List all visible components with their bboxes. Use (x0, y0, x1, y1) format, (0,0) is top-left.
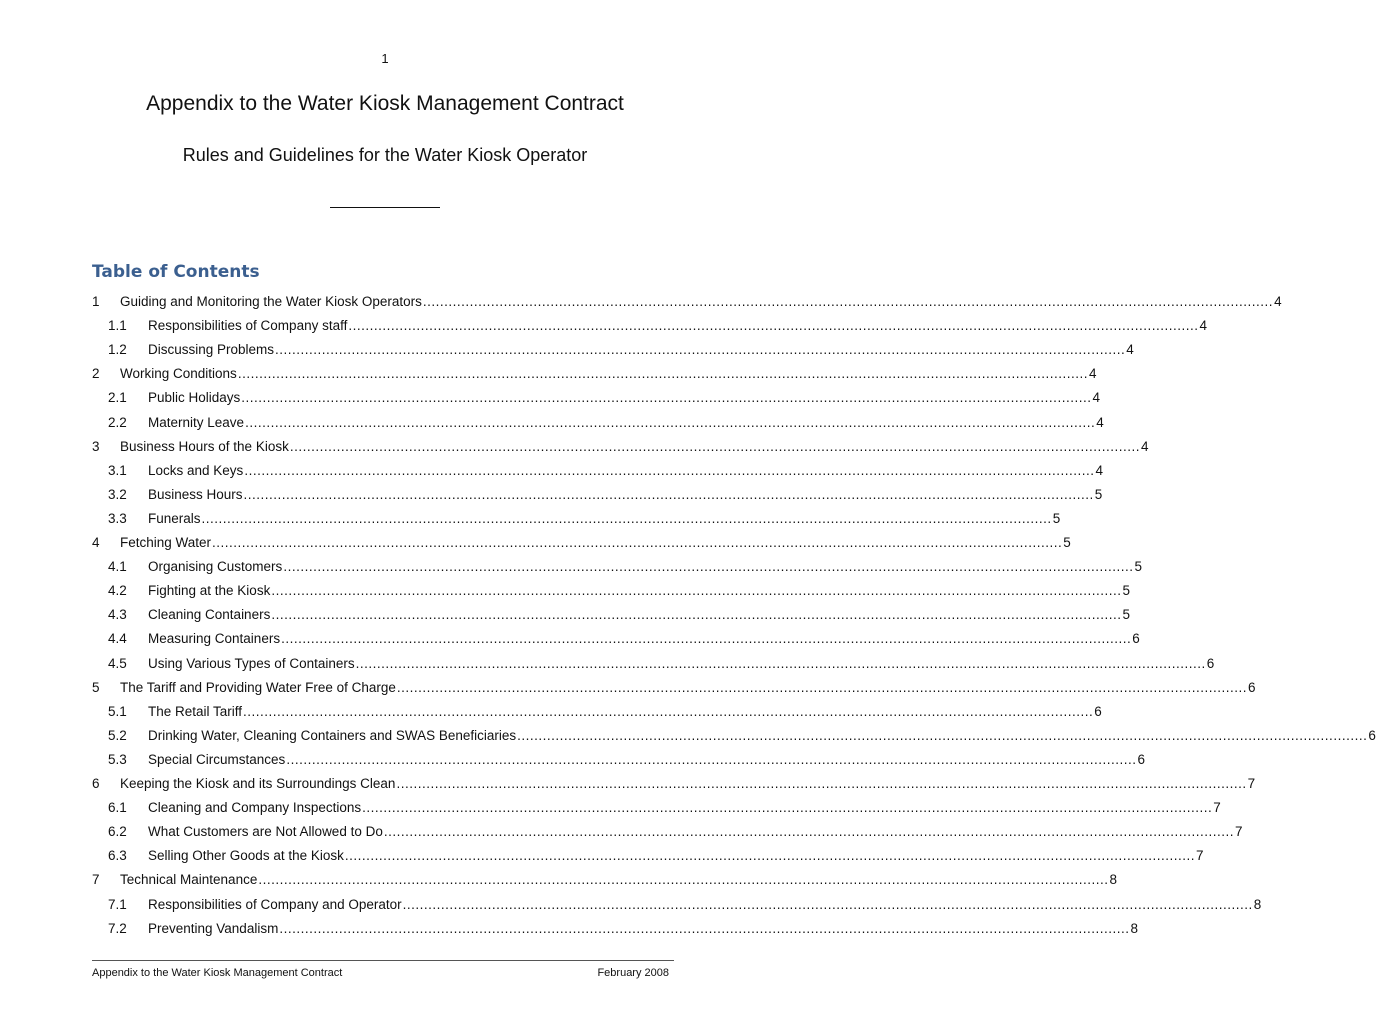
toc-entry-number: 6.1 (108, 800, 127, 816)
toc-entry-page: 8 (1253, 896, 1262, 912)
document-title: Appendix to the Water Kiosk Management Contract (146, 92, 624, 115)
page-number: 1 (381, 51, 389, 66)
toc-entry-title: Locks and Keys (148, 462, 244, 478)
toc-entry-title: Funerals (148, 510, 201, 526)
toc-entry-number: 5.3 (108, 751, 127, 767)
toc-dot-leader: ........................................................................................................................................................................................................ (271, 607, 1122, 623)
toc-entry[interactable] (108, 700, 1102, 724)
toc-entry[interactable] (108, 579, 1130, 603)
toc-dot-leader: ........................................................................................................................................................................................................ (281, 631, 1132, 647)
toc-dot-leader: ........................................................................................................................................................................................................ (237, 366, 1088, 382)
toc-entry-page: 6 (1368, 727, 1376, 743)
toc-dot-leader: ........................................................................................................................................................................................................ (383, 824, 1235, 840)
toc-entry-number: 3.3 (108, 510, 127, 526)
toc-entry[interactable] (108, 555, 1142, 579)
toc-dot-leader: ........................................................................................................................................................................................................ (396, 679, 1248, 695)
toc-dot-leader: ........................................................................................................................................................................................................ (517, 727, 1368, 743)
toc-entry-title: Technical Maintenance (120, 872, 258, 888)
toc-entry-title: Special Circumstances (148, 751, 286, 767)
toc-entry-title: Cleaning and Company Inspections (148, 800, 362, 816)
toc-entry-page: 6 (1094, 703, 1102, 719)
toc-dot-leader: ........................................................................................................................................................................................................ (275, 342, 1126, 358)
toc-entry-number: 6.2 (108, 824, 127, 840)
toc-entry[interactable] (108, 893, 1262, 917)
toc-entry-title: Keeping the Kiosk and its Surroundings Clean (120, 776, 396, 791)
toc-heading: Table of Contents (92, 262, 260, 282)
toc-entry-number: 1.1 (108, 318, 127, 334)
toc-entry-number: 2 (92, 366, 100, 382)
toc-entry-title: Guiding and Monitoring the Water Kiosk Operators (120, 294, 422, 309)
toc-entry-title: Responsibilities of Company staff (148, 318, 348, 334)
toc-entry-title: The Retail Tariff (148, 703, 243, 719)
toc-entry-title: Working Conditions (120, 366, 237, 382)
toc-entry[interactable] (108, 917, 1138, 941)
toc-dot-leader: ........................................................................................................................................................................................................ (243, 703, 1094, 719)
toc-entry-number: 6.3 (108, 848, 127, 864)
toc-entry[interactable] (92, 362, 1097, 386)
toc-entry-page: 5 (1063, 535, 1071, 550)
toc-entry-title: Selling Other Goods at the Kiosk (148, 848, 344, 864)
toc-entry-page: 4 (1199, 318, 1208, 334)
toc-entry-page: 5 (1122, 607, 1130, 623)
toc-entry[interactable] (92, 290, 1282, 314)
toc-entry-number: 5 (92, 679, 100, 695)
toc-entry[interactable] (108, 820, 1243, 844)
footer-date: February 2008 (597, 967, 669, 979)
toc-entry-page: 8 (1109, 872, 1118, 888)
toc-dot-leader: ........................................................................................................................................................................................................ (283, 559, 1134, 575)
toc-entry[interactable] (108, 338, 1134, 362)
toc-entry[interactable] (92, 435, 1149, 459)
toc-entry-title: Preventing Vandalism (148, 920, 279, 936)
toc-entry-page: 4 (1095, 462, 1103, 478)
toc-entry-title: Measuring Containers (148, 631, 281, 647)
toc-dot-leader: ........................................................................................................................................................................................................ (201, 510, 1052, 526)
toc-entry[interactable] (92, 676, 1256, 700)
toc-entry-page: 4 (1126, 342, 1134, 358)
toc-entry[interactable] (108, 724, 1376, 748)
toc-dot-leader: ........................................................................................................................................................................................................ (243, 486, 1094, 502)
toc-entry-page: 7 (1213, 800, 1221, 816)
toc-entry-title: Using Various Types of Containers (148, 655, 355, 671)
toc-entry-page: 6 (1248, 679, 1256, 695)
toc-entry-number: 1 (92, 294, 100, 309)
toc-entry-number: 5.1 (108, 703, 127, 719)
toc-entry[interactable] (108, 844, 1204, 868)
toc-entry-number: 7.2 (108, 920, 127, 936)
toc-entry-page: 8 (1130, 920, 1138, 936)
toc-entry-number: 3.1 (108, 462, 127, 478)
toc-entry[interactable] (108, 411, 1104, 435)
toc-dot-leader: ........................................................................................................................................................................................................ (422, 294, 1274, 309)
toc-entry[interactable] (108, 314, 1208, 338)
toc-dot-leader: ........................................................................................................................................................................................................ (344, 848, 1196, 864)
toc-entry-page: 7 (1235, 824, 1243, 840)
toc-dot-leader: ........................................................................................................................................................................................................ (355, 655, 1206, 671)
toc-dot-leader: ........................................................................................................................................................................................................ (271, 583, 1122, 599)
toc-entry-title: Maternity Leave (148, 414, 245, 430)
toc-entry-page: 6 (1137, 751, 1145, 767)
toc-entry-page: 7 (1196, 848, 1204, 864)
document-subtitle: Rules and Guidelines for the Water Kiosk Operator (182, 145, 588, 165)
toc-entry-title: Drinking Water, Cleaning Containers and SWAS Beneficiaries (148, 727, 517, 743)
toc-entry-title: Organising Customers (148, 559, 283, 575)
toc-entry-number: 2.1 (108, 390, 127, 406)
toc-entry[interactable] (108, 652, 1215, 676)
toc-entry-number: 7.1 (108, 896, 127, 912)
toc-dot-leader: ........................................................................................................................................................................................................ (212, 535, 1063, 550)
toc-entry-page: 5 (1052, 510, 1061, 526)
title-divider (330, 207, 440, 208)
toc-dot-leader: ........................................................................................................................................................................................................ (402, 896, 1253, 912)
toc-dot-leader: ........................................................................................................................................................................................................ (286, 751, 1137, 767)
toc-entry-number: 4.3 (108, 607, 127, 623)
toc-dot-leader: ........................................................................................................................................................................................................ (258, 872, 1109, 888)
toc-dot-leader: ........................................................................................................................................................................................................ (245, 414, 1096, 430)
toc-entry-page: 4 (1092, 390, 1100, 406)
toc-entry-title: Business Hours of the Kiosk (120, 438, 289, 454)
toc-entry[interactable] (92, 772, 1256, 796)
toc-dot-leader: ........................................................................................................................................................................................................ (244, 462, 1095, 478)
toc-entry-title: Business Hours (148, 486, 243, 502)
toc-dot-leader: ........................................................................................................................................................................................................ (396, 776, 1247, 791)
toc-entry[interactable] (108, 459, 1103, 483)
toc-entry-title: Fetching Water (120, 535, 212, 550)
toc-entry-number: 3 (92, 438, 100, 454)
toc-entry-title: Responsibilities of Company and Operator (148, 896, 402, 912)
toc-entry-page: 5 (1094, 486, 1103, 502)
toc-entry-number: 6 (92, 776, 100, 791)
toc-entry-title: The Tariff and Providing Water Free of Charge (120, 679, 396, 695)
toc-entry[interactable] (108, 507, 1061, 531)
toc-entry[interactable] (108, 483, 1103, 507)
toc-entry-title: Public Holidays (148, 390, 241, 406)
toc-dot-leader: ........................................................................................................................................................................................................ (241, 390, 1092, 406)
toc-entry[interactable] (108, 603, 1130, 627)
toc-entry-number: 7 (92, 872, 100, 888)
toc-entry-number: 5.2 (108, 727, 127, 743)
toc-entry[interactable] (108, 748, 1145, 772)
toc-dot-leader: ........................................................................................................................................................................................................ (348, 318, 1199, 334)
toc-entry-number: 4.4 (108, 631, 127, 647)
toc-entry[interactable] (108, 386, 1100, 410)
toc-entry-title: Cleaning Containers (148, 607, 271, 623)
toc-entry-page: 7 (1247, 776, 1256, 791)
footer-title: Appendix to the Water Kiosk Management Contract (92, 967, 343, 979)
toc-entry-page: 4 (1274, 294, 1282, 309)
toc-entry-page: 4 (1096, 414, 1104, 430)
toc-dot-leader: ........................................................................................................................................................................................................ (362, 800, 1213, 816)
toc-entry-page: 5 (1122, 583, 1130, 599)
toc-entry[interactable] (92, 868, 1118, 892)
toc-entry-number: 4.1 (108, 559, 127, 575)
toc-entry[interactable] (108, 627, 1140, 651)
toc-entry-number: 1.2 (108, 342, 127, 358)
toc-entry-title: Discussing Problems (148, 342, 275, 358)
toc-entry-number: 4 (92, 535, 100, 550)
toc-entry-title: What Customers are Not Allowed to Do (148, 824, 383, 840)
toc-entry-number: 3.2 (108, 486, 127, 502)
toc-dot-leader: ........................................................................................................................................................................................................ (289, 438, 1140, 454)
toc-entry[interactable] (108, 796, 1221, 820)
toc-dot-leader: ........................................................................................................................................................................................................ (279, 920, 1130, 936)
toc-entry-title: Fighting at the Kiosk (148, 583, 271, 599)
toc-entry[interactable] (92, 531, 1071, 555)
toc-entry-page: 5 (1134, 559, 1142, 575)
toc-entry-number: 4.2 (108, 583, 127, 599)
toc-entry-page: 4 (1141, 438, 1149, 454)
toc-entry-number: 2.2 (108, 414, 127, 430)
footer-divider (92, 960, 674, 961)
toc-entry-page: 6 (1132, 631, 1140, 647)
toc-entry-number: 4.5 (108, 655, 127, 671)
toc-entry-page: 4 (1088, 366, 1097, 382)
toc-entry-page: 6 (1206, 655, 1215, 671)
